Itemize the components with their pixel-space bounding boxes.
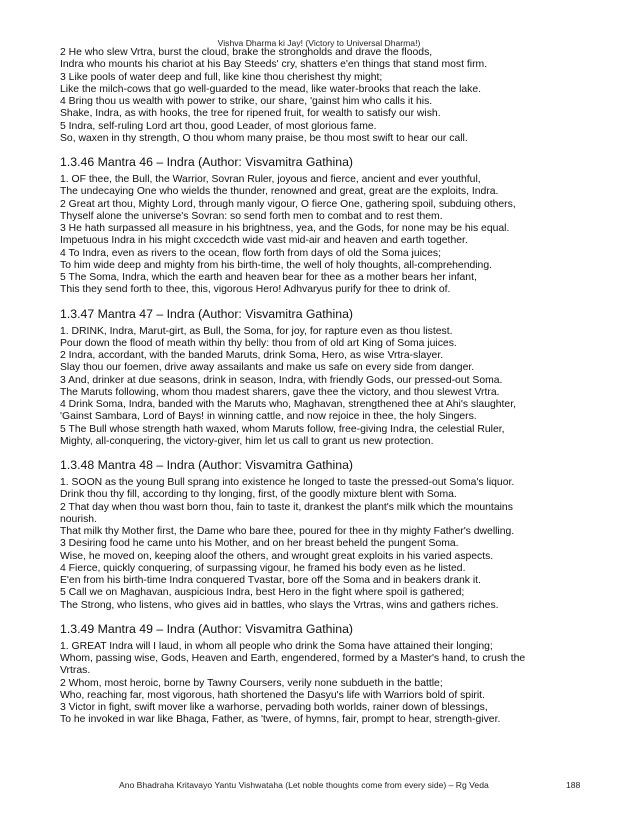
mantra-heading: 1.3.48 Mantra 48 – Indra (Author: Visvamitra Gathina) xyxy=(60,458,353,472)
verse-line: This they send forth to thee, this, vigorous Hero! Adhvaryus purify for thee to drink of. xyxy=(60,284,451,296)
verse-line: 4 Bring thou us wealth with power to strike, our share, 'gainst him who calls it his. xyxy=(60,96,433,107)
intro-verses xyxy=(60,47,590,145)
verse-line: 'Gainst Sambara, Lord of Bays! in winning cattle, and now rejoice in thee, the holy Singers. xyxy=(60,411,477,423)
verse-line: 3 Victor in fight, swift mover like a warhorse, pervading both worlds, rainer down of blessings, xyxy=(60,702,488,713)
verse-line: 1. GREAT Indra will I laud, in whom all people who drink the Soma have attained their longing; xyxy=(60,640,493,652)
verse-line: 2 That day when thou wast born thou, fain to taste it, drankest the plant's milk which the mountains xyxy=(60,501,513,513)
verse-line: 3 Desiring food he came unto his Mother, and on her breast beheld the pungent Soma. xyxy=(60,538,459,550)
mantra-heading: 1.3.46 Mantra 46 – Indra (Author: Visvamitra Gathina) xyxy=(60,155,353,169)
verse-line: 5 Indra, self-ruling Lord art thou, good Leader, of most glorious fame. xyxy=(60,120,377,132)
page-footer xyxy=(0,780,638,792)
verse-line: Like the milch-cows that go well-guarded to the mead, like water-brooks that reach the lake. xyxy=(60,83,482,95)
verse-line: Indra who mounts his chariot at his Bay Steeds' cry, shatters e'en things that stand most firm. xyxy=(60,59,488,71)
verse-line: Slay thou our foemen, drive away assailants and make us safe on every side from danger. xyxy=(60,362,475,374)
verse-line: That milk thy Mother first, the Dame who bare thee, poured for thee in thy mighty Father's dwelling. xyxy=(60,526,515,537)
verse-line: 4 Drink Soma, Indra, banded with the Maruts who, Maghavan, strengthened thee at Ahi's slaughter, xyxy=(60,399,516,410)
verse-line: 3 He hath surpassed all measure in his brightness, yea, and the Gods, for none may be his equal. xyxy=(60,223,510,234)
verse-line: 5 The Soma, Indra, which the earth and heaven bear for thee as a mother bears her infant, xyxy=(60,272,477,283)
verse-line: To he invoked in war like Bhaga, Father, as 'twere, of hymns, fair, prompt to hear, strength-giver. xyxy=(60,714,501,726)
verse-line: Shake, Indra, as with hooks, the tree for ripened fruit, for wealth to satisfy our wish. xyxy=(60,108,441,120)
verse-line: Vrtras. xyxy=(60,665,91,677)
footer-motto: Ano Bhadraha Kritavayo Yantu Vishwataha (Let noble thoughts come from every side) – Rg Veda xyxy=(119,780,489,790)
mantra-section-49 xyxy=(60,622,590,727)
running-header: Vishva Dharma ki Jay! (Victory to Universal Dharma!) xyxy=(217,38,421,48)
verse-line: Impetuous Indra in his might cxccedcth wide vast mid-air and heaven and earth together. xyxy=(60,235,468,247)
verse-line: 1. SOON as the young Bull sprang into existence he longed to taste the pressed-out Soma's liquor. xyxy=(60,477,515,488)
verse-line: nourish. xyxy=(60,513,97,525)
mantra-section-48 xyxy=(60,458,590,612)
mantra-heading: 1.3.49 Mantra 49 – Indra (Author: Visvamitra Gathina) xyxy=(60,621,353,636)
verse-line: E'en from his birth-time Indra conquered Tvastar, bore off the Soma and in beakers drank it. xyxy=(60,575,481,586)
verse-line: Thyself alone the universe's Sovran: so send forth men to combat and to rest them. xyxy=(60,210,443,222)
verse-line: 4 To Indra, even as rivers to the ocean, flow forth from days of old the Soma juices; xyxy=(60,247,441,259)
verse-line: The Maruts following, whom thou madest sharers, gave thee the victory, and thou slewest Vrtra. xyxy=(60,386,500,398)
verse-line: 2 Whom, most heroic, borne by Tawny Coursers, verily none subdueth in the battle; xyxy=(60,677,443,689)
verse-line: So, waxen in thy strength, O thou whom many praise, be thou most swift to hear our call. xyxy=(60,132,468,144)
mantra-section-46 xyxy=(60,155,590,297)
verse-line: Pour down the flood of meath within thy belly: thou from of old art King of Soma juices. xyxy=(60,337,457,349)
verse-line: 2 He who slew Vrtra, burst the cloud, brake the strongholds and drave the floods, xyxy=(60,47,433,58)
verse-line: 3 And, drinker at due seasons, drink in season, Indra, with friendly Gods, our pressed-out Soma. xyxy=(60,374,503,386)
verse-line: 2 Great art thou, Mighty Lord, through manly vigour, O fierce One, gathering spoil, subduing others, xyxy=(60,198,516,210)
verse-line: 2 Indra, accordant, with the banded Maruts, drink Soma, Hero, as wise Vrtra-slayer. xyxy=(60,350,444,361)
verse-line: 5 Call we on Maghavan, auspicious Indra, best Hero in the fight where spoil is gathered; xyxy=(60,587,465,599)
document-body xyxy=(60,47,590,727)
verse-line: The undecaying One who wields the thunder, renowned and great, great are the exploits, Indra. xyxy=(60,186,499,198)
verse-line: The Strong, who listens, who gives aid in battles, who slays the Vrtras, wins and gathers riches. xyxy=(60,599,499,611)
verse-line: Who, reaching far, most vigorous, hath shortened the Dasyu's life with Warriors bold of spirit. xyxy=(60,689,485,701)
verse-line: Wise, he moved on, keeping aloof the others, and wrought great exploits in his varied aspects. xyxy=(60,550,494,562)
verse-line: 4 Fierce, quickly conquering, of surpassing vigour, he framed his body even as he listed. xyxy=(60,562,466,574)
verse-line: 3 Like pools of water deep and full, like kine thou cherishest thy might; xyxy=(60,71,383,83)
verse-line: 5 The Bull whose strength hath waxed, whom Maruts follow, free-giving Indra, the celestial Ruler, xyxy=(60,423,505,435)
verse-line: Mighty, all-conquering, the victory-giver, him let us call to grant us new protection. xyxy=(60,435,434,447)
page-number: 188 xyxy=(566,780,581,790)
verse-line: 1. OF thee, the Bull, the Warrior, Sovran Ruler, joyous and fierce, ancient and ever youthful, xyxy=(60,174,481,185)
verse-line: Whom, passing wise, Gods, Heaven and Earth, engendered, formed by a Master's hand, to crush the xyxy=(60,653,526,664)
verse-line: Drink thou thy fill, according to thy longing, first, of the goodly mixture blent with Soma. xyxy=(60,489,457,501)
mantra-heading: 1.3.47 Mantra 47 – Indra (Author: Visvamitra Gathina) xyxy=(60,306,353,321)
verse-line: To him wide deep and mighty from his birth-time, the well of holy thoughts, all-comprehending. xyxy=(60,259,493,271)
verse-line: 1. DRINK, Indra, Marut-girt, as Bull, the Soma, for joy, for rapture even as thou listest. xyxy=(60,325,453,337)
mantra-section-47 xyxy=(60,307,590,449)
